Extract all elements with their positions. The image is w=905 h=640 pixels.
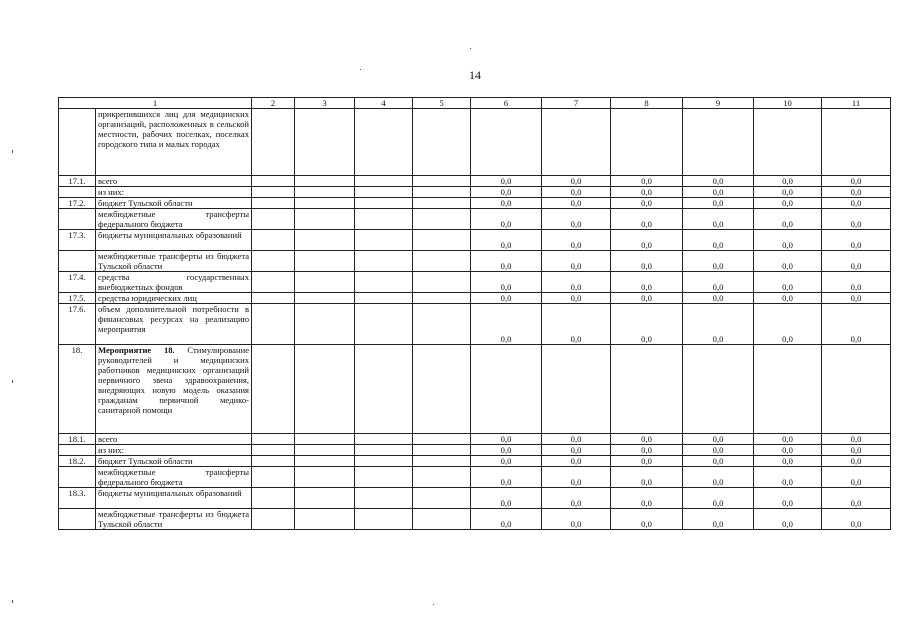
value-cell: 0,0: [754, 293, 822, 304]
value-cell: [683, 109, 754, 176]
table-row: [59, 109, 891, 176]
value-cell: 0,0: [754, 467, 822, 488]
value-cell: [471, 345, 542, 434]
value-cell: [355, 209, 413, 230]
value-cell: [252, 251, 295, 272]
value-cell: 0,0: [754, 187, 822, 198]
column-header: 7: [542, 98, 611, 109]
value-cell: 0,0: [822, 209, 891, 230]
row-index: [59, 251, 96, 272]
row-index: [59, 445, 96, 456]
row-description: [96, 230, 252, 251]
value-cell: [471, 109, 542, 176]
row-description-text: Стимулирование руководителей и медицинских работников медицинских организаций первичного звена здравоохранения, внедряющих новую модель оказания гражданам первичной медико-санитарной помощи: [98, 345, 250, 415]
row-index: [59, 209, 96, 230]
value-cell: 0,0: [542, 187, 611, 198]
value-cell: 0,0: [822, 434, 891, 445]
value-cell: 0,0: [471, 456, 542, 467]
value-cell: 0,0: [611, 293, 683, 304]
value-cell: 0,0: [611, 251, 683, 272]
value-cell: 0,0: [542, 176, 611, 187]
value-cell: [413, 509, 471, 530]
value-cell: 0,0: [683, 434, 754, 445]
value-cell: 0,0: [754, 272, 822, 293]
value-cell: [413, 456, 471, 467]
value-cell: [295, 304, 355, 345]
value-cell: [413, 198, 471, 209]
row-description-text: средства государственных внебюджетных фондов: [98, 272, 250, 292]
row-description: [96, 293, 252, 304]
value-cell: 0,0: [542, 456, 611, 467]
row-description-text: межбюджетные трансферты федерального бюджета: [98, 467, 250, 487]
value-cell: [252, 230, 295, 251]
value-cell: 0,0: [471, 434, 542, 445]
row-index: 17.1.: [59, 176, 96, 187]
table-row: [59, 209, 891, 230]
table-row: [59, 293, 891, 304]
row-index: 17.6.: [59, 304, 96, 345]
table-row: [59, 456, 891, 467]
value-cell: [295, 272, 355, 293]
value-cell: 0,0: [822, 304, 891, 345]
column-header: 6: [471, 98, 542, 109]
row-index: [59, 109, 96, 176]
row-description: [96, 109, 252, 176]
value-cell: [355, 198, 413, 209]
column-header: 10: [754, 98, 822, 109]
value-cell: [822, 345, 891, 434]
value-cell: 0,0: [822, 456, 891, 467]
value-cell: [413, 488, 471, 509]
value-cell: 0,0: [822, 198, 891, 209]
value-cell: 0,0: [822, 272, 891, 293]
value-cell: 0,0: [822, 293, 891, 304]
value-cell: 0,0: [822, 509, 891, 530]
column-header: 9: [683, 98, 754, 109]
value-cell: [295, 345, 355, 434]
value-cell: 0,0: [754, 209, 822, 230]
value-cell: [295, 198, 355, 209]
row-index: 17.5.: [59, 293, 96, 304]
row-description-text: из них:: [98, 445, 125, 455]
value-cell: [413, 272, 471, 293]
row-description-text: бюджеты муниципальных образований: [98, 230, 242, 240]
value-cell: 0,0: [754, 230, 822, 251]
value-cell: [413, 176, 471, 187]
value-cell: 0,0: [542, 488, 611, 509]
value-cell: 0,0: [822, 230, 891, 251]
value-cell: 0,0: [611, 488, 683, 509]
value-cell: [413, 304, 471, 345]
value-cell: 0,0: [822, 467, 891, 488]
value-cell: 0,0: [683, 488, 754, 509]
row-index: 17.4.: [59, 272, 96, 293]
row-description: [96, 488, 252, 509]
value-cell: 0,0: [683, 293, 754, 304]
value-cell: 0,0: [754, 304, 822, 345]
value-cell: [413, 293, 471, 304]
value-cell: [252, 209, 295, 230]
row-description-text: бюджет Тульской области: [98, 198, 193, 208]
value-cell: 0,0: [822, 251, 891, 272]
column-header: 4: [355, 98, 413, 109]
column-header: 2: [252, 98, 295, 109]
value-cell: [252, 488, 295, 509]
table-row: [59, 488, 891, 509]
value-cell: [295, 456, 355, 467]
value-cell: 0,0: [611, 198, 683, 209]
value-cell: 0,0: [611, 509, 683, 530]
value-cell: 0,0: [822, 187, 891, 198]
value-cell: [413, 187, 471, 198]
value-cell: [295, 445, 355, 456]
value-cell: [295, 187, 355, 198]
value-cell: [295, 251, 355, 272]
value-cell: [413, 434, 471, 445]
row-index: 18.: [59, 345, 96, 434]
table-row: [59, 345, 891, 434]
value-cell: [252, 434, 295, 445]
value-cell: [252, 109, 295, 176]
value-cell: [355, 434, 413, 445]
value-cell: [252, 187, 295, 198]
value-cell: [252, 509, 295, 530]
value-cell: [355, 445, 413, 456]
row-description: [96, 272, 252, 293]
value-cell: [252, 445, 295, 456]
value-cell: [822, 109, 891, 176]
value-cell: 0,0: [471, 272, 542, 293]
value-cell: 0,0: [471, 467, 542, 488]
table-row: [59, 230, 891, 251]
budget-table: [58, 97, 891, 530]
value-cell: 0,0: [754, 198, 822, 209]
row-description: [96, 445, 252, 456]
row-description-text: средства юридических лиц: [98, 293, 197, 303]
value-cell: [295, 509, 355, 530]
value-cell: [683, 345, 754, 434]
value-cell: 0,0: [611, 445, 683, 456]
value-cell: [355, 304, 413, 345]
table-row: [59, 304, 891, 345]
row-description-text: бюджеты муниципальных образований: [98, 488, 242, 498]
value-cell: [295, 488, 355, 509]
value-cell: 0,0: [683, 230, 754, 251]
row-index: [59, 467, 96, 488]
value-cell: 0,0: [542, 293, 611, 304]
row-description-bold: Мероприятие 18.: [98, 345, 175, 355]
value-cell: 0,0: [542, 304, 611, 345]
value-cell: 0,0: [683, 198, 754, 209]
value-cell: [355, 293, 413, 304]
column-header: 11: [822, 98, 891, 109]
row-description-text: межбюджетные трансферты из бюджета Тульской области: [98, 509, 250, 529]
value-cell: 0,0: [754, 251, 822, 272]
value-cell: 0,0: [754, 456, 822, 467]
value-cell: [413, 109, 471, 176]
value-cell: 0,0: [471, 209, 542, 230]
value-cell: [413, 251, 471, 272]
value-cell: [295, 467, 355, 488]
column-header: 5: [413, 98, 471, 109]
column-header: 1: [59, 98, 252, 109]
value-cell: [355, 176, 413, 187]
value-cell: [252, 176, 295, 187]
value-cell: 0,0: [611, 304, 683, 345]
value-cell: [413, 209, 471, 230]
value-cell: [295, 176, 355, 187]
row-description: [96, 456, 252, 467]
value-cell: 0,0: [754, 445, 822, 456]
value-cell: 0,0: [471, 304, 542, 345]
value-cell: [252, 198, 295, 209]
value-cell: [413, 230, 471, 251]
row-index: [59, 509, 96, 530]
value-cell: 0,0: [683, 209, 754, 230]
value-cell: 0,0: [611, 434, 683, 445]
value-cell: [355, 456, 413, 467]
value-cell: 0,0: [471, 509, 542, 530]
value-cell: 0,0: [471, 187, 542, 198]
value-cell: [413, 467, 471, 488]
value-cell: 0,0: [611, 209, 683, 230]
value-cell: [355, 230, 413, 251]
value-cell: [295, 293, 355, 304]
header-row: [59, 98, 891, 109]
value-cell: [611, 345, 683, 434]
row-description-text: межбюджетные трансферты федерального бюджета: [98, 209, 250, 229]
value-cell: [413, 345, 471, 434]
value-cell: [413, 445, 471, 456]
value-cell: 0,0: [683, 187, 754, 198]
value-cell: 0,0: [683, 509, 754, 530]
table-row: [59, 251, 891, 272]
value-cell: 0,0: [683, 251, 754, 272]
value-cell: 0,0: [542, 509, 611, 530]
value-cell: [355, 509, 413, 530]
value-cell: [252, 467, 295, 488]
row-index: 18.3.: [59, 488, 96, 509]
table-row: [59, 467, 891, 488]
value-cell: 0,0: [611, 230, 683, 251]
value-cell: 0,0: [542, 230, 611, 251]
value-cell: [355, 251, 413, 272]
value-cell: 0,0: [471, 230, 542, 251]
row-index: [59, 187, 96, 198]
value-cell: 0,0: [683, 272, 754, 293]
value-cell: 0,0: [471, 488, 542, 509]
value-cell: 0,0: [822, 176, 891, 187]
value-cell: 0,0: [611, 272, 683, 293]
row-description-text: бюджет Тульской области: [98, 456, 193, 466]
page-number: 14: [469, 68, 481, 82]
value-cell: 0,0: [471, 251, 542, 272]
row-description: [96, 251, 252, 272]
row-description: [96, 345, 252, 434]
row-description-text: всего: [98, 176, 118, 186]
value-cell: 0,0: [471, 176, 542, 187]
row-description: [96, 467, 252, 488]
value-cell: [252, 293, 295, 304]
value-cell: [611, 109, 683, 176]
value-cell: 0,0: [754, 488, 822, 509]
value-cell: [295, 209, 355, 230]
column-header: 3: [295, 98, 355, 109]
value-cell: 0,0: [611, 176, 683, 187]
row-description-text: прикрепившихся лиц для медицинских организаций, расположенных в сельской местности, рабочих поселках, поселках городского типа и малых городах: [98, 109, 250, 149]
value-cell: [355, 488, 413, 509]
table-row: [59, 198, 891, 209]
row-index: 17.2.: [59, 198, 96, 209]
row-description: [96, 176, 252, 187]
value-cell: [355, 272, 413, 293]
value-cell: 0,0: [611, 456, 683, 467]
value-cell: 0,0: [683, 456, 754, 467]
value-cell: [754, 109, 822, 176]
row-description: [96, 187, 252, 198]
value-cell: [355, 109, 413, 176]
value-cell: 0,0: [683, 445, 754, 456]
table-row: [59, 445, 891, 456]
value-cell: 0,0: [683, 467, 754, 488]
table-row: [59, 434, 891, 445]
table-row: [59, 176, 891, 187]
value-cell: 0,0: [471, 445, 542, 456]
row-description: [96, 509, 252, 530]
value-cell: 0,0: [542, 445, 611, 456]
value-cell: [295, 230, 355, 251]
value-cell: 0,0: [542, 209, 611, 230]
table-row: [59, 272, 891, 293]
value-cell: 0,0: [542, 434, 611, 445]
value-cell: 0,0: [542, 198, 611, 209]
value-cell: 0,0: [471, 198, 542, 209]
value-cell: [542, 109, 611, 176]
row-description-text: объем дополнительной потребности в финансовых ресурсах на реализацию мероприятия: [98, 304, 250, 334]
value-cell: 0,0: [542, 467, 611, 488]
value-cell: [252, 272, 295, 293]
value-cell: 0,0: [611, 187, 683, 198]
row-description: [96, 304, 252, 345]
row-description: [96, 209, 252, 230]
row-description-text: из них:: [98, 187, 125, 197]
value-cell: [295, 434, 355, 445]
value-cell: [252, 345, 295, 434]
column-header: 8: [611, 98, 683, 109]
table-row: [59, 187, 891, 198]
row-index: 18.2.: [59, 456, 96, 467]
value-cell: 0,0: [822, 488, 891, 509]
value-cell: 0,0: [471, 293, 542, 304]
table-row: [59, 509, 891, 530]
row-description: [96, 434, 252, 445]
row-index: 18.1.: [59, 434, 96, 445]
row-description-text: всего: [98, 434, 118, 444]
value-cell: 0,0: [822, 445, 891, 456]
value-cell: 0,0: [683, 176, 754, 187]
value-cell: [542, 345, 611, 434]
value-cell: [754, 345, 822, 434]
row-description-text: межбюджетные трансферты из бюджета Тульской области: [98, 251, 250, 271]
row-description: [96, 198, 252, 209]
value-cell: [355, 187, 413, 198]
value-cell: [295, 109, 355, 176]
value-cell: 0,0: [754, 434, 822, 445]
value-cell: 0,0: [611, 467, 683, 488]
value-cell: 0,0: [542, 272, 611, 293]
value-cell: 0,0: [683, 304, 754, 345]
value-cell: 0,0: [754, 176, 822, 187]
value-cell: [355, 467, 413, 488]
value-cell: [355, 345, 413, 434]
row-index: 17.3.: [59, 230, 96, 251]
value-cell: [252, 456, 295, 467]
value-cell: 0,0: [754, 509, 822, 530]
value-cell: 0,0: [542, 251, 611, 272]
value-cell: [252, 304, 295, 345]
